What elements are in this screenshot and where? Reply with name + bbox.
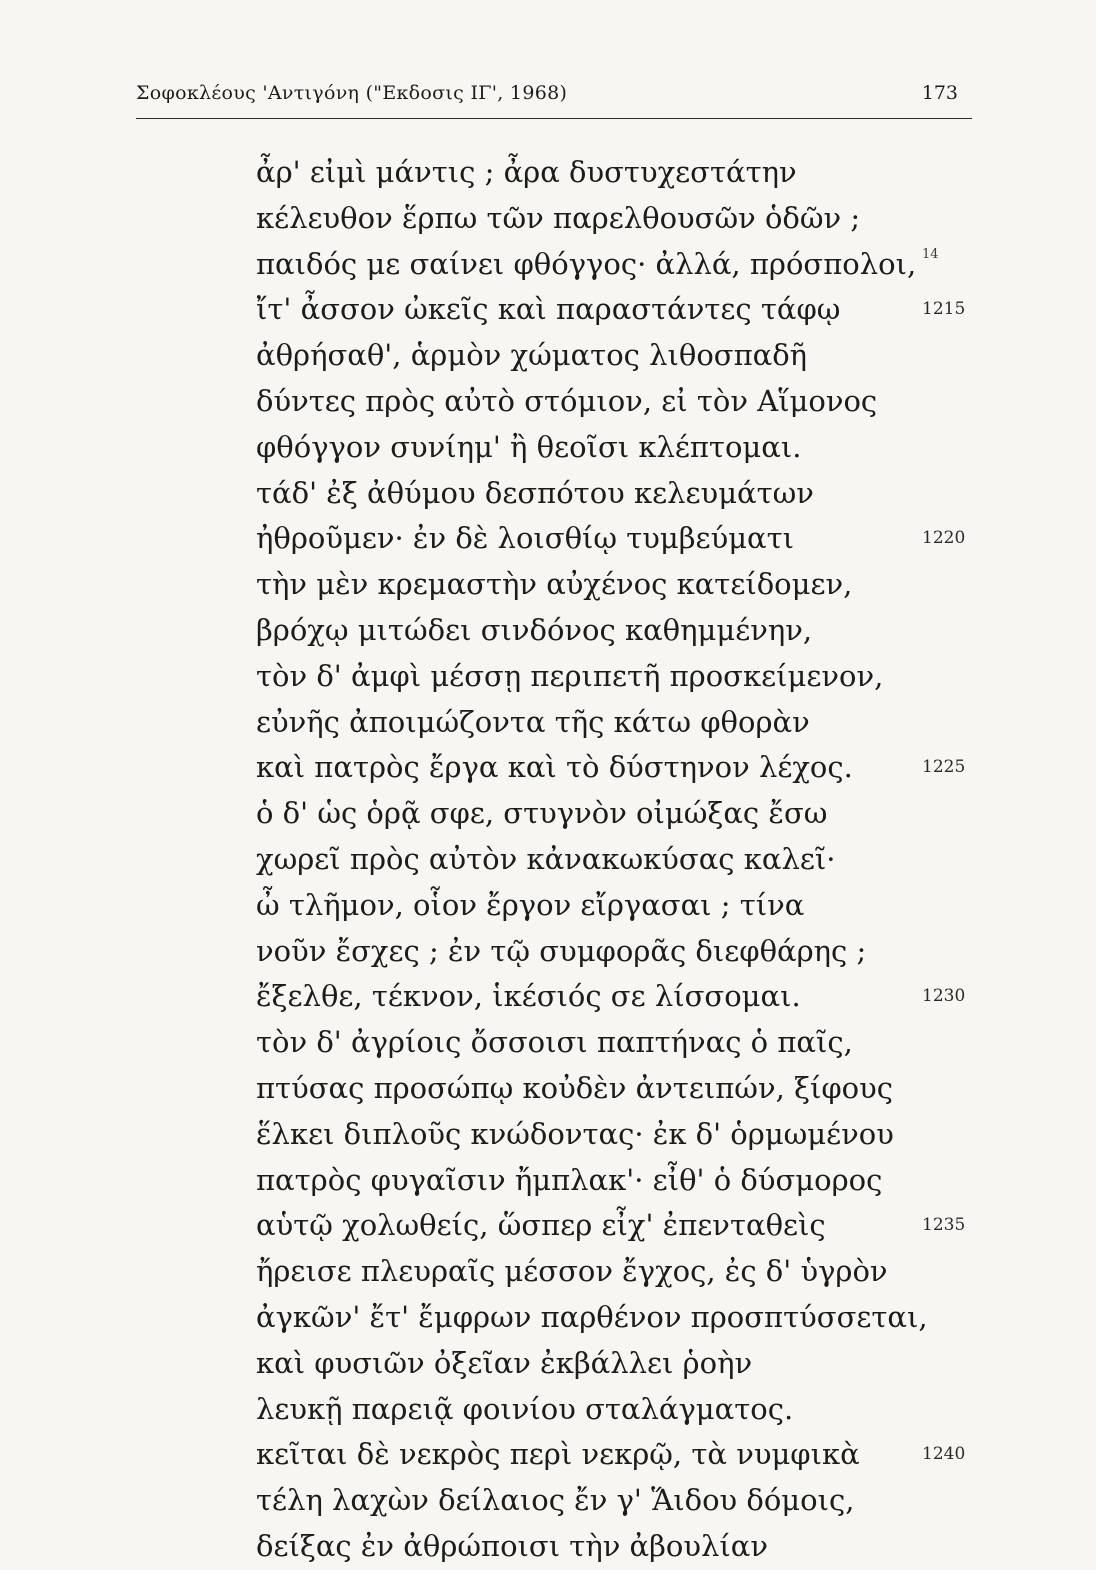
verse-text: δύντες πρὸς αὐτὸ στόμιον, εἰ τὸν Αἵμονος [256, 383, 878, 418]
verse-line [256, 883, 986, 929]
verse-line [256, 1020, 986, 1066]
verse-text: τὸν δ' ἀμφὶ μέσσῃ περιπετῆ προσκείμενον, [256, 658, 884, 693]
verse-line [256, 791, 986, 837]
verse-text: ἴτ' ἆσσον ὠκεῖς καὶ παραστάντες τάφῳ [256, 292, 841, 327]
verse-text: τάδ' ἐξ ἀθύμου δεσπότου κελευμάτων [256, 475, 814, 510]
verse-line [256, 837, 986, 883]
verse-line [256, 562, 986, 608]
page-number: 173 [921, 82, 958, 104]
verse-line [256, 608, 986, 654]
verse-line [256, 974, 986, 1020]
line-number: 1220 [922, 528, 966, 549]
verse-text: κέλευθον ἕρπω τῶν παρελθουσῶν ὁδῶν ; [256, 200, 861, 235]
line-number: 1225 [922, 757, 966, 778]
verse-line [256, 516, 986, 562]
verse-line [256, 1478, 986, 1524]
verse-line [256, 929, 986, 975]
line-number: 1230 [922, 986, 966, 1007]
verse-text: αὑτῷ χολωθείς, ὥσπερ εἶχ' ἐπενταθεὶς [256, 1208, 826, 1243]
line-number: 1215 [922, 299, 966, 320]
verse-text: ἔξελθε, τέκνον, ἱκέσιός σε λίσσομαι. [256, 979, 801, 1014]
line-number: 1235 [922, 1215, 966, 1236]
verse-line [256, 379, 986, 425]
verse-line [256, 1066, 986, 1112]
verse-text: ἤρεισε πλευραῖς μέσσον ἔγχος, ἐς δ' ὑγρὸν [256, 1254, 888, 1289]
verse-text: τὴν μὲν κρεμαστὴν αὐχένος κατείδομεν, [256, 567, 853, 602]
verse-text: φθόγγον συνίημ' ἢ θεοῖσι κλέπτομαι. [256, 429, 802, 464]
verse-text: ἕλκει διπλοῦς κνώδοντας· ἐκ δ' ὁρμωμένου [256, 1116, 894, 1151]
verse-text: καὶ φυσιῶν ὀξεῖαν ἐκβάλλει ῥοὴν [256, 1345, 753, 1380]
verse-line [256, 1249, 986, 1295]
verse-text: κεῖται δὲ νεκρὸς περὶ νεκρῷ, τὰ νυμφικὰ [256, 1437, 860, 1472]
verse-text: ἠθροῦμεν· ἐν δὲ λοισθίῳ τυμβεύματι [256, 521, 795, 556]
verse-text: ὁ δ' ὡς ὁρᾷ σφε, στυγνὸν οἰμώξας ἔσω [256, 796, 828, 831]
verse-text: δείξας ἐν ἀθρώποισι τὴν ἀβουλίαν [256, 1528, 768, 1563]
verse-text: βρόχῳ μιτώδει σινδόνος καθημμένην, [256, 612, 813, 647]
verse-text: ἀγκῶν' ἔτ' ἔμφρων παρθένον προσπτύσσεται, [256, 1299, 928, 1334]
verse-line [256, 425, 986, 471]
running-head: Σοφοκλέους 'Αντιγόνη ("Εκδοσις ΙΓ', 1968) [136, 82, 568, 104]
line-number: 1240 [922, 1444, 966, 1465]
margin-mark: 14 [922, 246, 939, 262]
verse-line [256, 471, 986, 517]
verse-text: εὐνῆς ἀποιμώζοντα τῆς κάτω φθορὰν [256, 704, 810, 739]
verse-text: τέλη λαχὼν δείλαιος ἔν γ' Ἅιδου δόμοις, [256, 1483, 855, 1518]
verse-text: ὦ τλῆμον, οἷον ἔργον εἴργασαι ; τίνα [256, 887, 805, 922]
verse-line [256, 1432, 986, 1478]
verse-line [256, 1112, 986, 1158]
verse-text: πτύσας προσώπῳ κοὐδὲν ἀντειπών, ξίφους [256, 1070, 893, 1105]
verse-text: χωρεῖ πρὸς αὐτὸν κἀνακωκύσας καλεῖ· [256, 841, 836, 876]
verse-text: καὶ πατρὸς ἔργα καὶ τὸ δύστηνον λέχος. [256, 750, 853, 785]
verse-line [256, 654, 986, 700]
verse-line [256, 242, 986, 288]
verse-line [256, 150, 986, 196]
verse-line [256, 196, 986, 242]
verse-text: τὸν δ' ἀγρίοις ὄσσοισι παπτήνας ὁ παῖς, [256, 1025, 853, 1060]
page-header [136, 78, 972, 119]
verse-text: ἆρ' εἰμὶ μάντις ; ἆρα δυστυχεστάτην [256, 155, 797, 189]
verse-text: ἀθρήσαθ', ἁρμὸν χώματος λιθοσπαδῆ [256, 338, 808, 373]
verse-line [256, 1158, 986, 1204]
verse-line [256, 1524, 986, 1570]
verse-text: πατρὸς φυγαῖσιν ἤμπλακ'· εἶθ' ὁ δύσμορος [256, 1162, 883, 1197]
verse-line [256, 1341, 986, 1387]
verse-line [256, 333, 986, 379]
verse-line [256, 1387, 986, 1433]
verse-line [256, 700, 986, 746]
verse-text: νοῦν ἔσχες ; ἐν τῷ συμφορᾶς διεφθάρης ; [256, 933, 867, 968]
verse-line [256, 745, 986, 791]
verse-line [256, 1295, 986, 1341]
verse-block [256, 150, 986, 1570]
verse-text: λευκῇ παρειᾷ φοινίου σταλάγματος. [256, 1391, 794, 1426]
verse-line [256, 287, 986, 333]
verse-text: παιδός με σαίνει φθόγγος· ἀλλά, πρόσπολοι, [256, 246, 917, 281]
verse-line [256, 1203, 986, 1249]
